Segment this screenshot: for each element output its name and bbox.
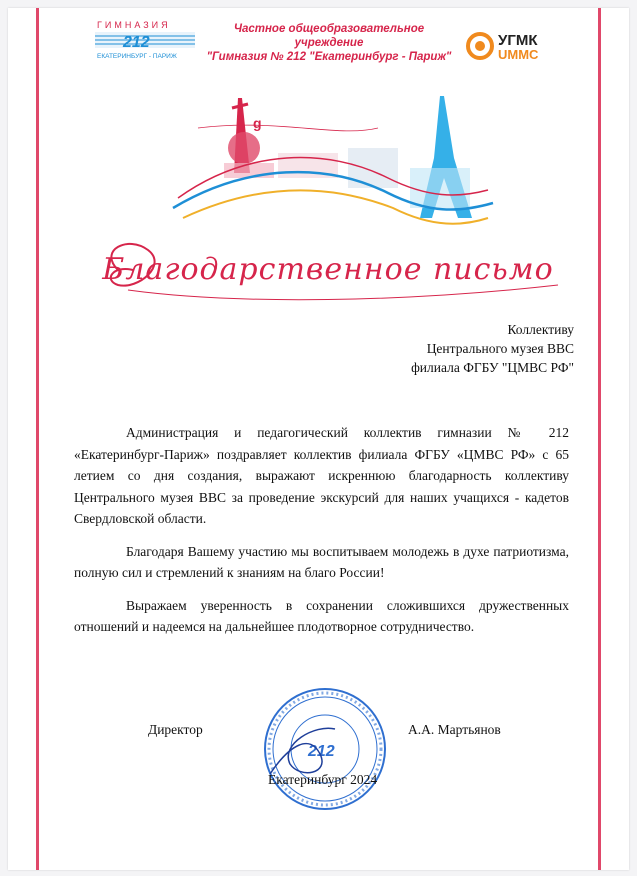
ummc-logo-text: UMMC bbox=[498, 47, 539, 62]
institution-line-1: Частное общеобразовательное учреждение bbox=[233, 23, 425, 49]
ugmk-logo-text: УГМК bbox=[498, 32, 538, 49]
logo-gymnasium-label: ГИМНАЗИЯ bbox=[97, 20, 171, 30]
left-border-line bbox=[36, 8, 39, 870]
letter-body bbox=[74, 422, 569, 649]
title-text: Благодарственное письмо bbox=[102, 252, 554, 287]
body-paragraph-3: Выражаем уверенность в сохранении сложившихся дружественных отношений и надеемся на дальнейшее плодотворное сотрудничество. bbox=[74, 597, 569, 634]
logo-number: 212 bbox=[123, 34, 150, 51]
recipient-line-3: филиала ФГБУ "ЦМВС РФ" bbox=[411, 360, 574, 375]
recipient-line-1: Коллективу bbox=[507, 322, 574, 337]
city-year: Екатеринбург 2024 bbox=[268, 772, 378, 787]
tower-left-icon bbox=[224, 98, 274, 178]
svg-text:g: g bbox=[253, 115, 262, 131]
eiffel-tower-icon bbox=[410, 96, 472, 218]
recipient-block bbox=[411, 320, 574, 377]
body-paragraph-1: Администрация и педагогический коллектив гимназии № 212 «Екатеринбург-Париж» поздравляет коллектив филиала ФГБУ «ЦМВС РФ» с 65 летием со дня создания, выражают искреннюю благодарность коллективу Центрального музея ВВС за проведение экскурсий для наших учащихся - кадетов Свердловской области. bbox=[74, 425, 569, 526]
city-illustration bbox=[158, 68, 498, 243]
official-stamp bbox=[260, 684, 390, 814]
institution-header bbox=[204, 22, 454, 64]
letter-page bbox=[8, 8, 629, 870]
stamp-number: 212 bbox=[308, 743, 335, 760]
director-name: А.А. Мартьянов bbox=[408, 722, 501, 737]
body-paragraph-2: Благодаря Вашему участию мы воспитываем молодежь в духе патриотизма, полную сил и стремлений к знаниям на благо России! bbox=[74, 543, 569, 580]
gymnasium-logo bbox=[91, 18, 201, 62]
logo-subtitle: ЕКАТЕРИНБУРГ - ПАРИЖ bbox=[97, 53, 177, 60]
recipient-line-2: Центрального музея ВВС bbox=[426, 341, 574, 356]
institution-line-2: "Гимназия № 212 "Екатеринбург - Париж" bbox=[206, 51, 452, 63]
director-label: Директор bbox=[148, 722, 203, 737]
right-border-line bbox=[598, 8, 601, 870]
ugmk-logo bbox=[464, 28, 572, 64]
letter-title bbox=[88, 230, 568, 310]
